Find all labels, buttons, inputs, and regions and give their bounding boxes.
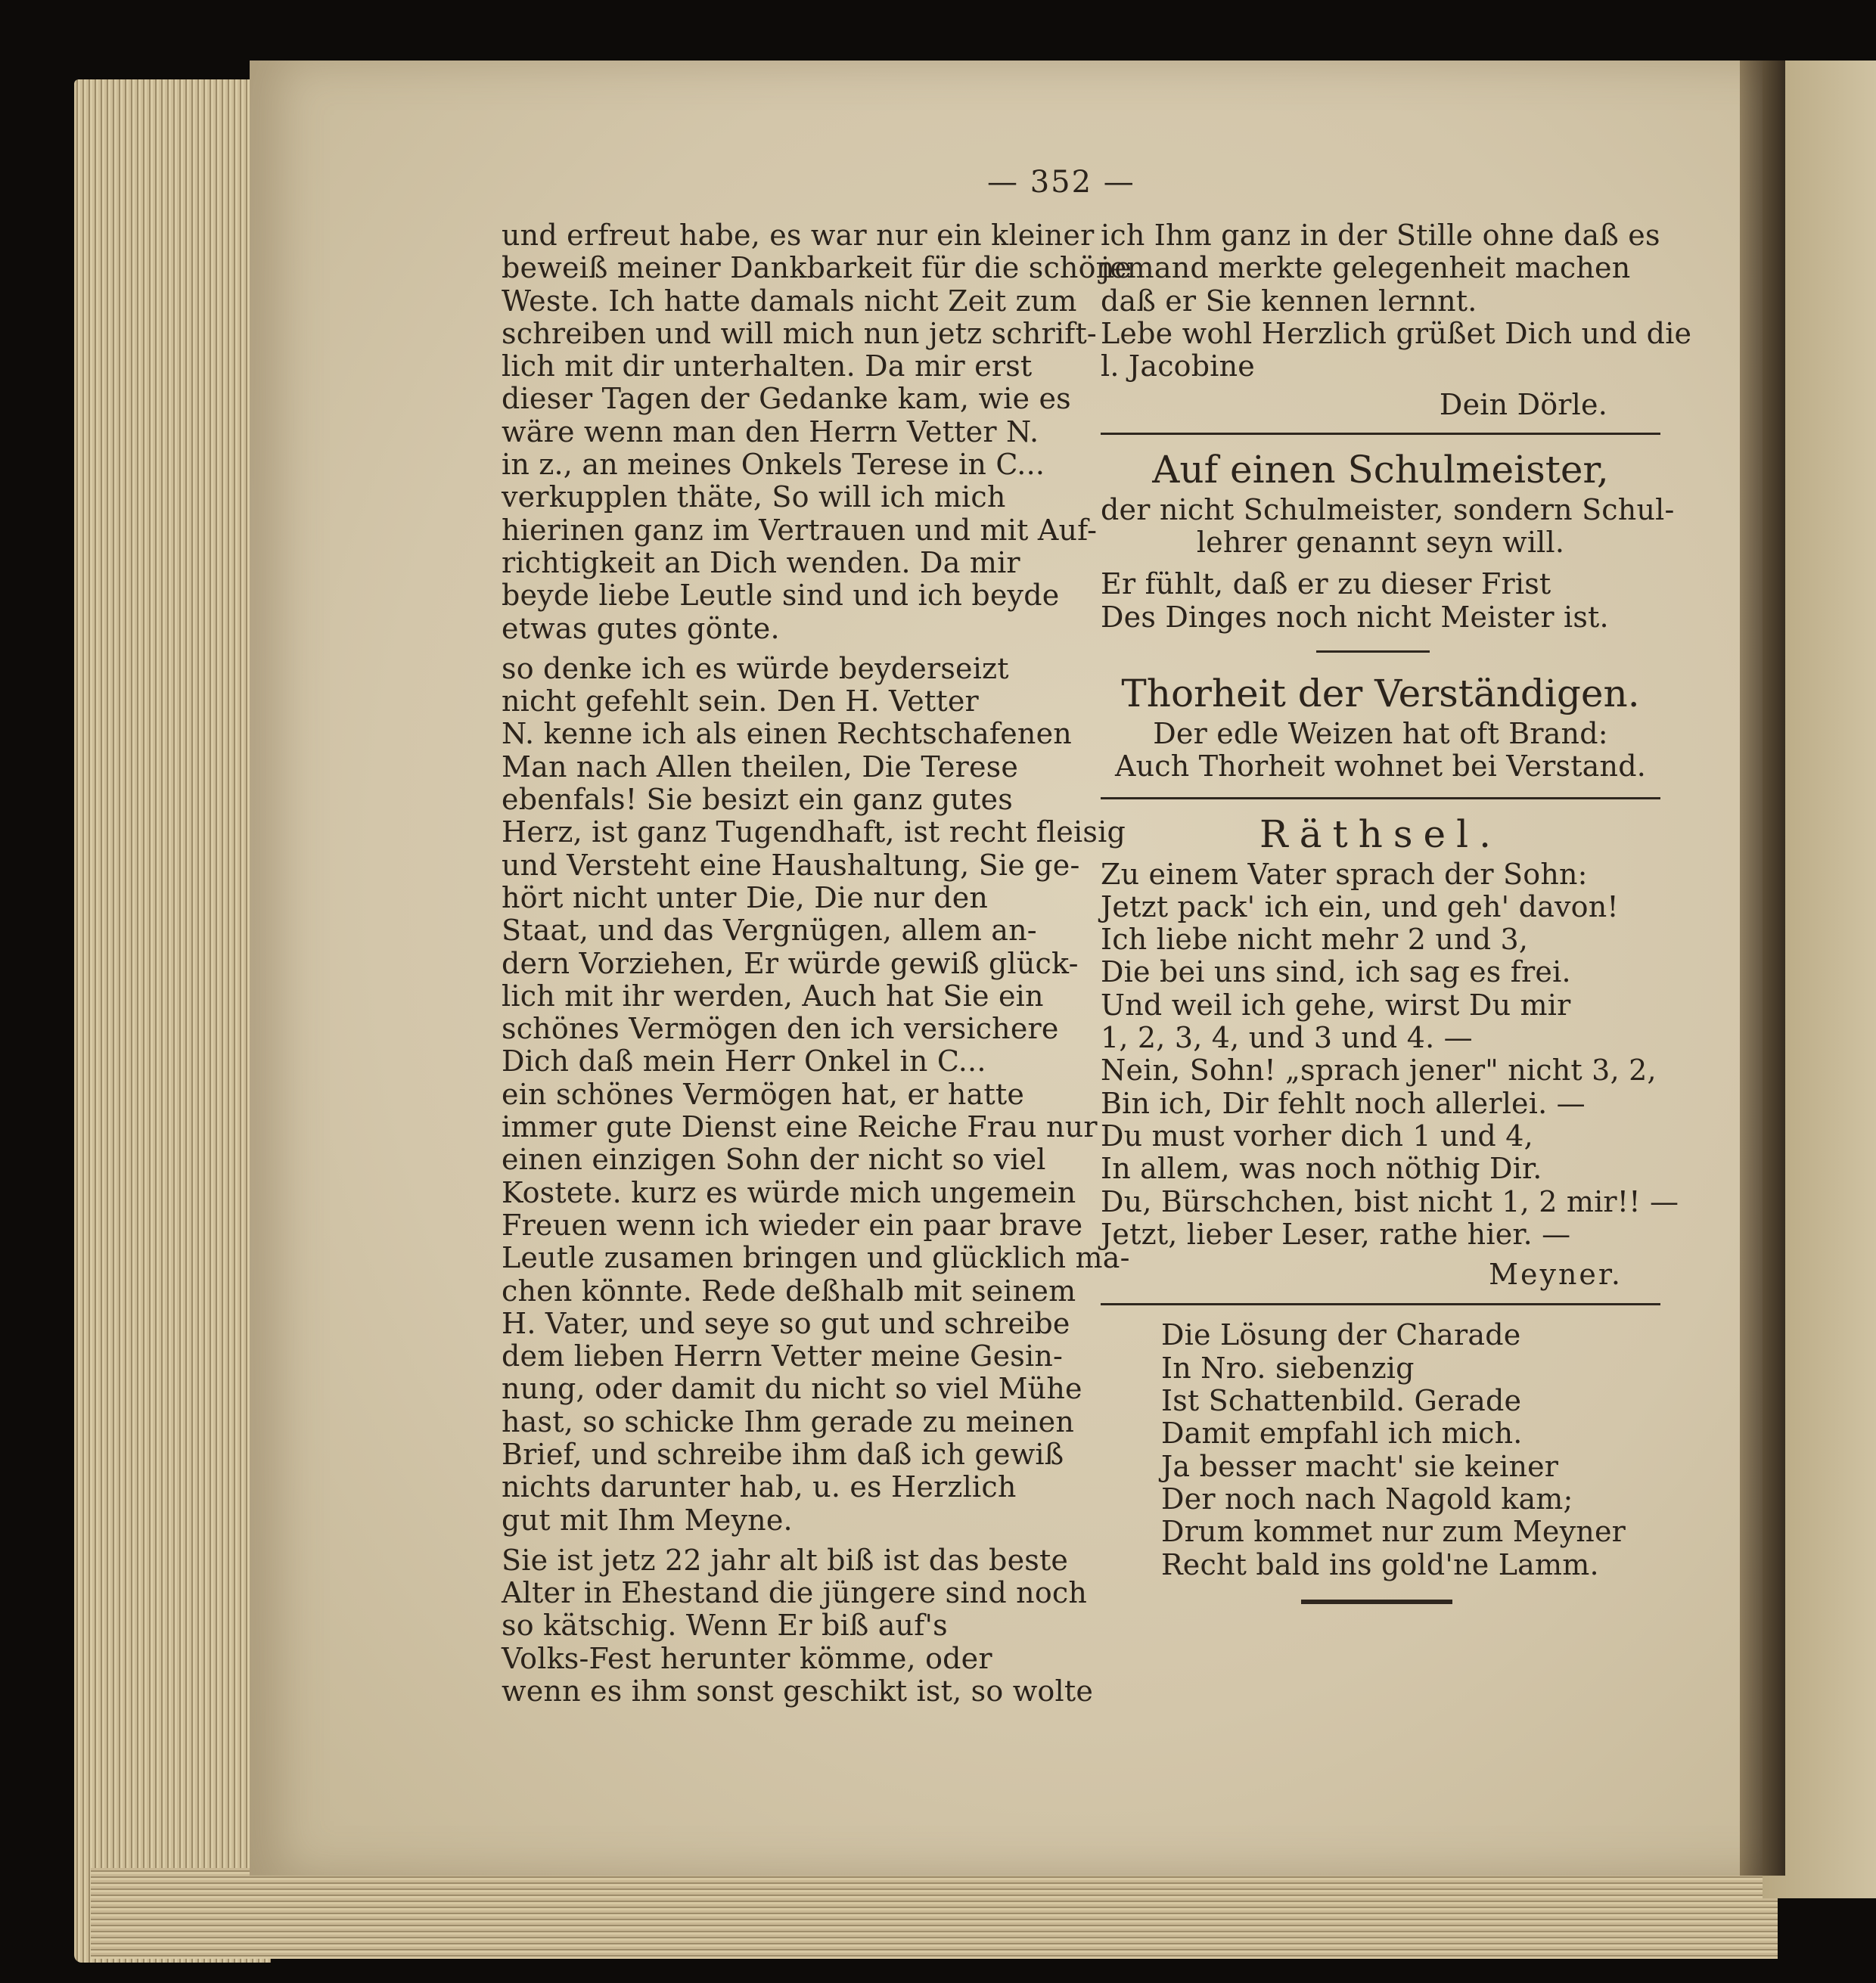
text-line: ebenfals! Sie besizt ein ganz gutes	[502, 783, 1013, 817]
text-line: ein schönes Vermögen hat, er hatte	[502, 1077, 1025, 1111]
text-line: nichts darunter hab, u. es Herzlich	[502, 1470, 1017, 1504]
text-line: und erfreut habe, es war nur ein kleiner	[502, 219, 1095, 252]
text-line: Freuen wenn ich wieder ein paar brave	[502, 1208, 1083, 1242]
text-line: ich Ihm ganz in der Stille ohne daß es	[1101, 219, 1660, 252]
text-line: lich mit ihr werden, Auch hat Sie ein	[502, 979, 1044, 1013]
text-line: verkupplen thäte, So will ich mich	[502, 480, 1006, 514]
charade-solution-verse	[1101, 1319, 1676, 1581]
letter-paragraph-2	[502, 651, 1130, 1537]
text-line: so denke ich es würde beyderseizt	[502, 651, 1009, 685]
text-line: Lebe wohl Herzlich grüßet Dich und die	[1101, 316, 1692, 350]
text-line: Des Dinges noch nicht Meister ist.	[1101, 600, 1609, 634]
text-line: l. Jacobine	[1101, 349, 1256, 383]
text-line: Der edle Weizen hat oft Brand:	[1153, 716, 1608, 750]
text-line: Ist Schattenbild. Gerade	[1161, 1384, 1522, 1418]
divider-rule	[1101, 797, 1660, 799]
divider-rule	[1101, 1303, 1660, 1305]
text-line: Staat, und das Vergnügen, allem an-	[502, 914, 1037, 948]
text-line: dieser Tagen der Gedanke kam, wie es	[502, 382, 1071, 416]
text-line: Jetzt pack' ich ein, und geh' davon!	[1101, 889, 1619, 923]
text-line: Der noch nach Nagold kam;	[1161, 1482, 1573, 1516]
text-line: Recht bald ins gold'ne Lamm.	[1161, 1547, 1599, 1581]
text-line: etwas gutes gönte.	[502, 611, 780, 645]
text-line: einen einzigen Sohn der nicht so viel	[502, 1143, 1046, 1177]
poem1-title: Auf einen Schulmeister,	[1152, 447, 1609, 492]
text-line: Weste. Ich hatte damals nicht Zeit zum	[502, 284, 1077, 318]
text-line: richtigkeit an Dich wenden. Da mir	[502, 545, 1020, 579]
text-line: immer gute Dienst eine Reiche Frau nur	[502, 1110, 1098, 1144]
book-page-edges-bottom	[91, 1868, 1778, 1959]
text-line: Ich liebe nicht mehr 2 und 3,	[1101, 923, 1529, 957]
letter-paragraph-3	[502, 1543, 1094, 1708]
text-line: in z., an meines Onkels Terese in C...	[502, 448, 1045, 482]
text-line: hierinen ganz im Vertrauen und mit Auf-	[502, 513, 1098, 547]
text-line: schreiben und will mich nun jetz schrift-	[502, 316, 1097, 350]
text-line: 1, 2, 3, 4, und 3 und 4. —	[1101, 1021, 1473, 1055]
text-line: Brief, und schreibe ihm daß ich gewiß	[502, 1437, 1064, 1471]
poem1-subtitle	[1101, 492, 1675, 560]
text-line: beyde liebe Leutle sind und ich beyde	[502, 579, 1060, 613]
divider-short-rule	[1316, 650, 1430, 653]
letter-ending	[1101, 219, 1692, 383]
text-line: jemand merkte gelegenheit machen	[1101, 251, 1631, 285]
text-line: Auch Thorheit wohnet bei Verstand.	[1114, 749, 1647, 784]
text-line: beweiß meiner Dankbarkeit für die schöne	[502, 251, 1132, 285]
text-line: lich mit dir unterhalten. Da mir erst	[502, 349, 1033, 383]
text-line: wäre wenn man den Herrn Vetter N.	[502, 414, 1039, 448]
text-line: Kostete. kurz es würde mich ungemein	[502, 1175, 1076, 1209]
text-line: chen könnte. Rede deßhalb mit seinem	[502, 1274, 1076, 1308]
text-line: In Nro. siebenzig	[1161, 1351, 1415, 1385]
letter-paragraph-1	[502, 219, 1132, 645]
riddle-title: Räthsel.	[1259, 812, 1502, 856]
riddle-signature: Meyner.	[1489, 1258, 1623, 1292]
text-line: Alter in Ehestand die jüngere sind noch	[502, 1576, 1088, 1610]
poem2-title: Thorheit der Verständigen.	[1121, 671, 1640, 715]
text-line: Volks-Fest herunter kömme, oder	[502, 1641, 992, 1675]
book-gutter-shadow	[1740, 61, 1785, 1876]
poem1-verse	[1101, 568, 1676, 634]
book-page-edges-left	[74, 79, 271, 1963]
text-line: Er fühlt, daß er zu dieser Frist	[1101, 567, 1551, 601]
text-line: hört nicht unter Die, Die nur den	[502, 880, 989, 914]
text-line: nicht gefehlt sein. Den H. Vetter	[502, 684, 979, 718]
riddle-verse	[1101, 857, 1679, 1252]
text-line: daß er Sie kennen lernnt.	[1101, 284, 1477, 318]
text-line: hast, so schicke Ihm gerade zu meinen	[502, 1404, 1075, 1438]
text-line: Und weil ich gehe, wirst Du mir	[1101, 988, 1571, 1022]
text-line: Sie ist jetz 22 jahr alt biß ist das beste	[502, 1543, 1069, 1577]
text-line: Herz, ist ganz Tugendhaft, ist recht fleisig	[502, 815, 1126, 849]
text-line: Die bei uns sind, ich sag es frei.	[1101, 955, 1571, 989]
text-line: Man nach Allen theilen, Die Terese	[502, 749, 1019, 784]
letter-signature: Dein Dörle.	[1439, 388, 1607, 422]
text-line: Nein, Sohn! „sprach jener" nicht 3, 2,	[1101, 1054, 1657, 1088]
text-line: wenn es ihm sonst geschikt ist, so wolte	[502, 1674, 1094, 1708]
text-line: und Versteht eine Haushaltung, Sie ge-	[502, 848, 1080, 882]
text-line: Bin ich, Dir fehlt noch allerlei. —	[1101, 1086, 1586, 1120]
text-line: Jetzt, lieber Leser, rathe hier. —	[1101, 1217, 1571, 1251]
text-line: lehrer genannt seyn will.	[1196, 526, 1565, 560]
text-line: der nicht Schulmeister, sondern Schul-	[1101, 492, 1675, 526]
page-number: — 352 —	[987, 165, 1135, 200]
text-line: schönes Vermögen den ich versichere	[502, 1012, 1059, 1046]
text-line: dern Vorziehen, Er würde gewiß glück-	[502, 946, 1079, 980]
text-line: Zu einem Vater sprach der Sohn:	[1101, 857, 1588, 891]
poem2-verse	[1101, 718, 1660, 784]
text-line: Die Lösung der Charade	[1161, 1318, 1521, 1352]
text-line: In allem, was noch nöthig Dir.	[1101, 1152, 1542, 1186]
text-line: Damit empfahl ich mich.	[1161, 1417, 1523, 1451]
text-line: dem lieben Herrn Vetter meine Gesin-	[502, 1339, 1064, 1373]
text-line: Du must vorher dich 1 und 4,	[1101, 1119, 1533, 1153]
closing-ornament-rule	[1301, 1600, 1452, 1604]
text-line: Leutle zusamen bringen und glücklich ma-	[502, 1241, 1130, 1275]
right-text-column	[1101, 219, 1692, 1604]
left-text-column	[502, 219, 1132, 1708]
divider-rule	[1101, 433, 1660, 435]
text-line: H. Vater, und seye so gut und schreibe	[502, 1306, 1070, 1340]
text-line: Ja besser macht' sie keiner	[1161, 1449, 1559, 1483]
text-line: Dich daß mein Herr Onkel in C...	[502, 1044, 986, 1078]
text-line: gut mit Ihm Meyne.	[502, 1503, 793, 1537]
text-line: Drum kommet nur zum Meyner	[1161, 1515, 1626, 1549]
text-line: N. kenne ich als einen Rechtschafenen	[502, 717, 1072, 751]
text-line: nung, oder damit du nicht so viel Mühe	[502, 1372, 1082, 1406]
text-line: Du, Bürschchen, bist nicht 1, 2 mir!! —	[1101, 1184, 1679, 1218]
text-line: so kätschig. Wenn Er biß auf's	[502, 1609, 948, 1643]
